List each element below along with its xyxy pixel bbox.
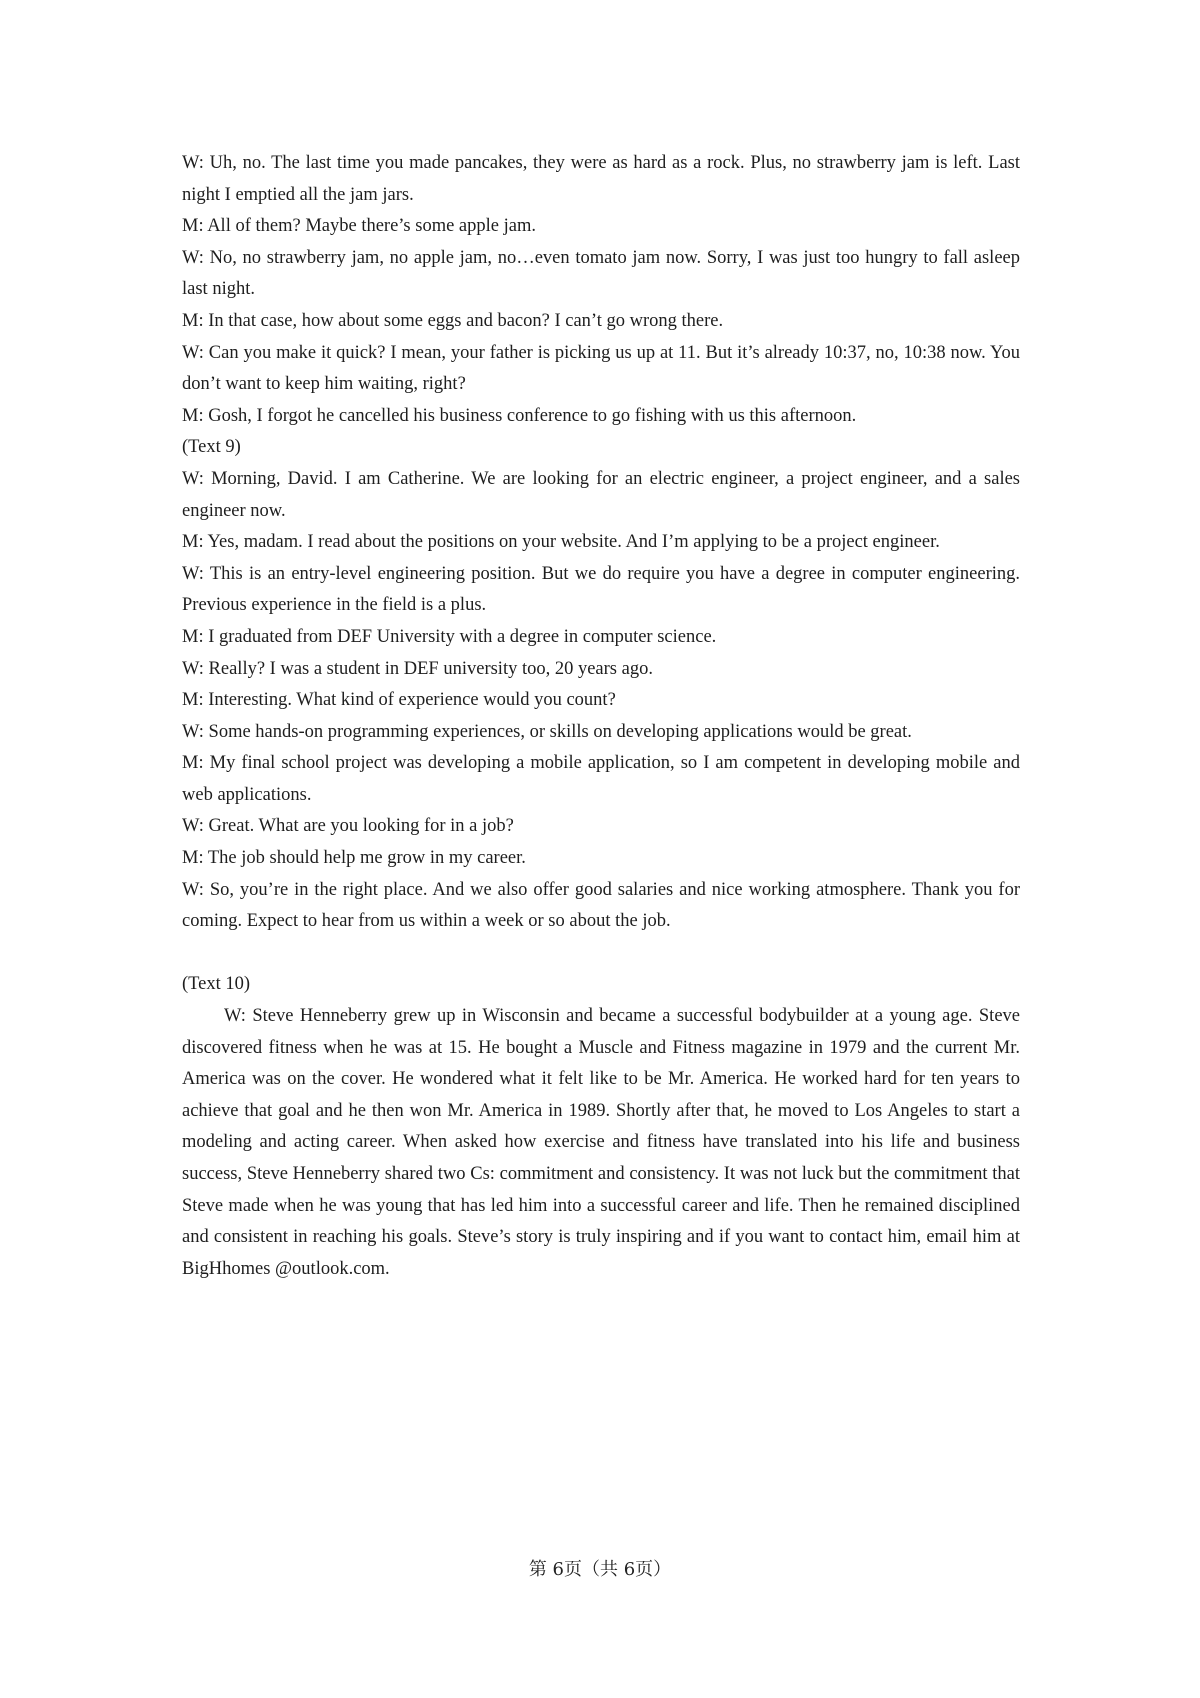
text10-paragraph: W: Steve Henneberry grew up in Wisconsin and became a successful bodybuilder at a young age. Steve discovered fitness when he was at 15. He bought a Muscle and Fitness magazine in 1979 and the current Mr. America was on the cover. He wondered what it felt like to be Mr. America. He worked hard for ten years to achieve that goal and he then won Mr. America in 1989. Shortly after that, he moved to Los Angeles to start a modeling and acting career. When asked how exercise and fitness have translated into his life and business success, Steve Henneberry shared two Cs: commitment and consistency. It was not luck but the commitment that Steve made when he was young that has led him into a successful career and life. Then he remained disciplined and consistent in reaching his goals. Steve’s story is truly inspiring and if you want to contact him, email him at BigHhomes @outlook.com.: [182, 1006, 1020, 1279]
page-number: 第 6页（共 6页）: [528, 1559, 672, 1580]
dialogue-line: M: I graduated from DEF University with a degree in computer science.: [182, 626, 717, 647]
text10-heading: (Text 10): [182, 974, 251, 995]
dialogue-line: W: Some hands-on programming experiences, or skills on developing applications would be great.: [182, 721, 912, 742]
dialogue-line: W: Really? I was a student in DEF university too, 20 years ago.: [182, 658, 653, 679]
text9-heading: (Text 9): [182, 437, 241, 458]
dialogue-line: W: So, you’re in the right place. And we also offer good salaries and nice working atmosphere. Thank you for coming. Expect to hear from us within a week or so about the job.: [182, 879, 1020, 932]
dialogue-line: W: This is an entry-level engineering position. But we do require you have a degree in computer engineering. Previous experience in the field is a plus.: [182, 563, 1020, 616]
dialogue-line: M: Interesting. What kind of experience would you count?: [182, 690, 616, 711]
dialogue-line: W: Can you make it quick? I mean, your father is picking us up at 11. But it’s already 10:37, no, 10:38 now. You don’t want to keep him waiting, right?: [182, 342, 1020, 395]
dialogue-line: M: The job should help me grow in my career.: [182, 848, 526, 869]
dialogue-line: M: Gosh, I forgot he cancelled his business conference to go fishing with us this afternoon.: [182, 405, 857, 426]
text8-dialogue: [182, 148, 1020, 432]
dialogue-line: W: No, no strawberry jam, no apple jam, no…even tomato jam now. Sorry, I was just too hungry to fall asleep last night.: [182, 247, 1020, 300]
text9-dialogue: [182, 464, 1020, 938]
dialogue-line: M: My final school project was developing a mobile application, so I am competent in developing mobile and web applications.: [182, 753, 1020, 805]
dialogue-line: M: All of them? Maybe there’s some apple jam.: [182, 216, 536, 237]
document-page: [182, 148, 1020, 1285]
section-spacer: [182, 938, 1020, 970]
dialogue-line: W: Uh, no. The last time you made pancakes, they were as hard as a rock. Plus, no strawberry jam is left. Last night I emptied all the jam jars.: [182, 153, 1020, 205]
dialogue-line: W: Morning, David. I am Catherine. We are looking for an electric engineer, a project engineer, and a sales engineer now.: [182, 468, 1020, 521]
dialogue-line: M: In that case, how about some eggs and bacon? I can’t go wrong there.: [182, 310, 724, 331]
dialogue-line: W: Great. What are you looking for in a job?: [182, 816, 514, 837]
dialogue-line: M: Yes, madam. I read about the positions on your website. And I’m applying to be a project engineer.: [182, 532, 940, 553]
